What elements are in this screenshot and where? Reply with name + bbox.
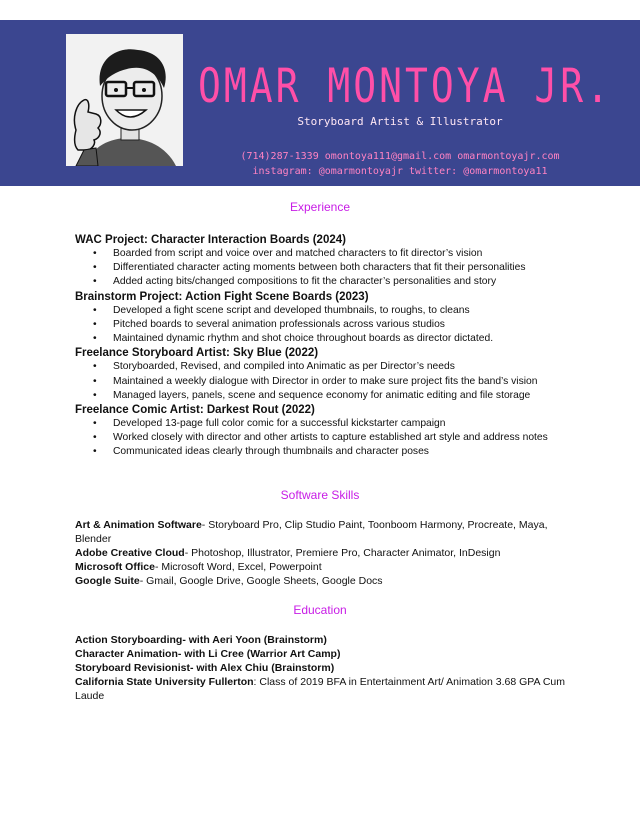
job-title: WAC Project: Character Interaction Boards (2024) [75, 234, 346, 246]
experience-list [75, 233, 575, 459]
education-entry [75, 647, 565, 661]
skill-label: Google Suite [75, 575, 140, 587]
job-bullet: • Differentiated character acting moments between both characters that fit their personalities [75, 261, 575, 275]
education-heading: Education [293, 603, 347, 617]
job-bullet: • Maintained a weekly dialogue with Director in order to make sure project fits the band’s vision [75, 375, 575, 389]
education-entry-text: Storyboard Revisionist- with Alex Chiu (Brainstorm) [75, 662, 335, 674]
job-bullet: • Worked closely with director and other artists to capture established art style and address notes [75, 431, 575, 445]
job-title: Freelance Comic Artist: Darkest Rout (2022) [75, 403, 315, 416]
applicant-name: OMAR MONTOYA JR. [197, 58, 613, 113]
job-entry [75, 403, 575, 460]
skill-text: - Gmail, Google Drive, Google Sheets, Google Docs [139, 575, 383, 587]
social-line: instagram: @omarmontoyajr twitter: @omarmontoya11 [252, 166, 548, 177]
job-bullet: • Boarded from script and voice over and matched characters to fit director’s vision [75, 247, 575, 261]
education-entry-text: Action Storyboarding- with Aeri Yoon (Brainstorm) [75, 634, 327, 646]
skill-line [75, 546, 565, 560]
job-bullet: • Managed layers, panels, scene and sequence economy for animatic editing and file storage [75, 389, 575, 403]
skill-label: Art & Animation Software [75, 519, 202, 531]
job-bullet: • Communicated ideas clearly through thumbnails and character poses [75, 445, 575, 459]
job-title: Freelance Storyboard Artist: Sky Blue (2022) [75, 347, 319, 360]
job-bullet: • Maintained dynamic rhythm and shot choice throughout boards as director dictated. [75, 332, 575, 346]
job-bullet: • Storyboarded, Revised, and compiled into Animatic as per Director’s needs [75, 360, 575, 374]
job-bullet: • Developed a fight scene script and developed thumbnails, to roughs, to cleans [75, 304, 575, 318]
skills-heading: Software Skills [280, 488, 360, 502]
job-title: Brainstorm Project: Action Fight Scene Boards (2023) [75, 290, 369, 303]
degree-text: : Class of 2019 BFA in Entertainment Art/ Animation 3.68 GPA Cum Laude [75, 676, 566, 702]
skill-text: - Storyboard Pro, Clip Studio Paint, Toonboom Harmony, Procreate, Maya, Blender [75, 519, 548, 545]
skill-label: Adobe Creative Cloud [75, 547, 185, 559]
education-list [75, 633, 565, 703]
university-name: California State University Fullerton [75, 676, 254, 688]
skill-line [75, 560, 565, 574]
skill-text: - Photoshop, Illustrator, Premiere Pro, Character Animator, InDesign [184, 547, 501, 559]
header-banner [0, 20, 640, 186]
skills-list [75, 518, 565, 588]
education-entry-text: Character Animation- with Li Cree (Warrior Art Camp) [75, 648, 341, 660]
job-bullet: • Added acting bits/changed compositions to fit the character’s personalities and story [75, 275, 575, 289]
job-bullet: • Pitched boards to several animation professionals across various studios [75, 318, 575, 332]
job-bullet: • Developed 13-page full color comic for a successful kickstarter campaign [75, 417, 575, 431]
skill-line [75, 518, 565, 546]
skill-line [75, 574, 565, 588]
job-entry [75, 346, 575, 403]
university-entry [75, 675, 565, 703]
experience-heading: Experience [289, 200, 351, 214]
skill-text: - Microsoft Word, Excel, Powerpoint [154, 561, 322, 573]
cartoon-portrait-icon [66, 34, 183, 166]
job-entry [75, 290, 575, 347]
skill-label: Microsoft Office [75, 561, 155, 573]
job-entry [75, 233, 575, 290]
job-subtitle: Storyboard Artist & Illustrator [297, 115, 503, 128]
contact-line: (714)287-1339 omontoya111@gmail.com omarmontoyajr.com [240, 151, 560, 162]
avatar [66, 34, 183, 166]
education-entry [75, 633, 565, 647]
education-entry [75, 661, 565, 675]
